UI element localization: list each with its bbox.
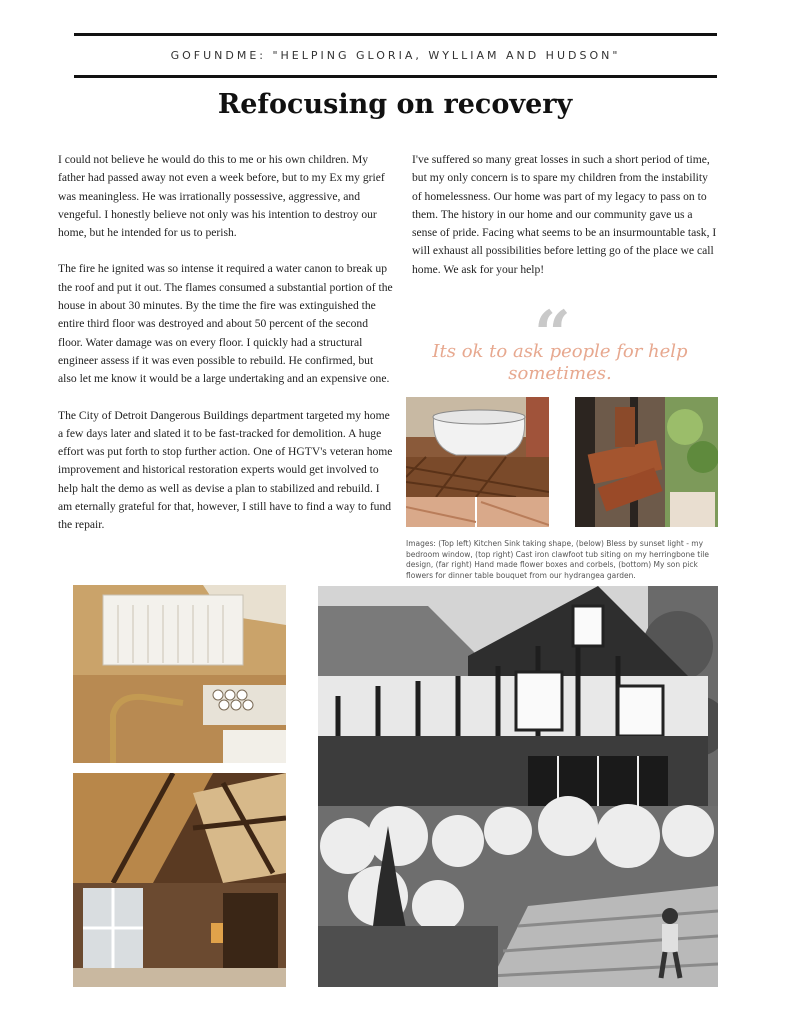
photo-bedroom-window: [73, 773, 286, 987]
photo-clawfoot-tub: [406, 397, 549, 527]
left-paragraph-3: The City of Detroit Dangerous Buildings department targeted my home a few days later and slated it to be fast-tracked for demolition. A huge effort was put forth to stop further action. One of HGTV's veteran home improvement and historical restoration experts would get involved to help halt the demo as well as devise a plan to stabilized and rebuild. I am eternally grateful for that, however, I still have to find a way to fund the repair.: [58, 408, 393, 532]
right-column: [412, 151, 717, 297]
image-caption: Images: (Top left) Kitchen Sink taking shape, (below) Bless by sunset light - my bedroom window, (top right) Cast iron clawfoot tub siting on my herringbone tile design, (far right) Hand made flower boxes and corbels, (bottom) My son pick flowers for dinner table bouquet from our hydrangea garden.: [406, 539, 709, 580]
photo-kitchen-sink: [73, 585, 286, 763]
left-paragraph-1: I could not believe he would do this to me or his own children. My father had passed away not even a week before, but to my Ex my grief was meaningless. He was irrationally possessive, aggressive, and vengeful. I honestly believe not only was his intention to destroy our home, but he intended for us to perish.: [58, 153, 385, 240]
left-paragraph-2: The fire he ignited was so intense it required a water canon to break up the roof and put it out. The flames consumed a substantial portion of the house in about 30 minutes. By the time the fire was extinguished the entire third floor was destroyed and about 50 percent of the second floor. Water damage was on every floor. I quickly had a structural engineer assess if it was even possible to rebuild. He confirmed, but also let me know it would be a large undertaking and an expensive one.: [58, 262, 393, 386]
pull-quote: Its ok to ask people for help sometimes.: [432, 341, 688, 384]
quote-mark-icon: “: [534, 297, 571, 372]
bottom-rule: [74, 75, 717, 78]
photo-flower-boxes: [575, 397, 718, 527]
page-title: Refocusing on recovery: [217, 89, 573, 120]
left-column: [58, 151, 394, 553]
top-rule: [74, 33, 717, 36]
header-title: GOFUNDME: "HELPING GLORIA, WYLLIAM AND HUDSON": [170, 49, 621, 62]
photo-house-garden: [318, 586, 718, 987]
right-paragraph-1: I've suffered so many great losses in such a short period of time, but my only concern is to spare my children from the instability of homelessness. Our home was part of my legacy to pass on to them. The history in our home and our community gave us a sense of pride. Facing what seems to be an insurmountable task, I will exhaust all possibilities before letting go of the place we call home. We ask for your help!: [412, 153, 717, 276]
